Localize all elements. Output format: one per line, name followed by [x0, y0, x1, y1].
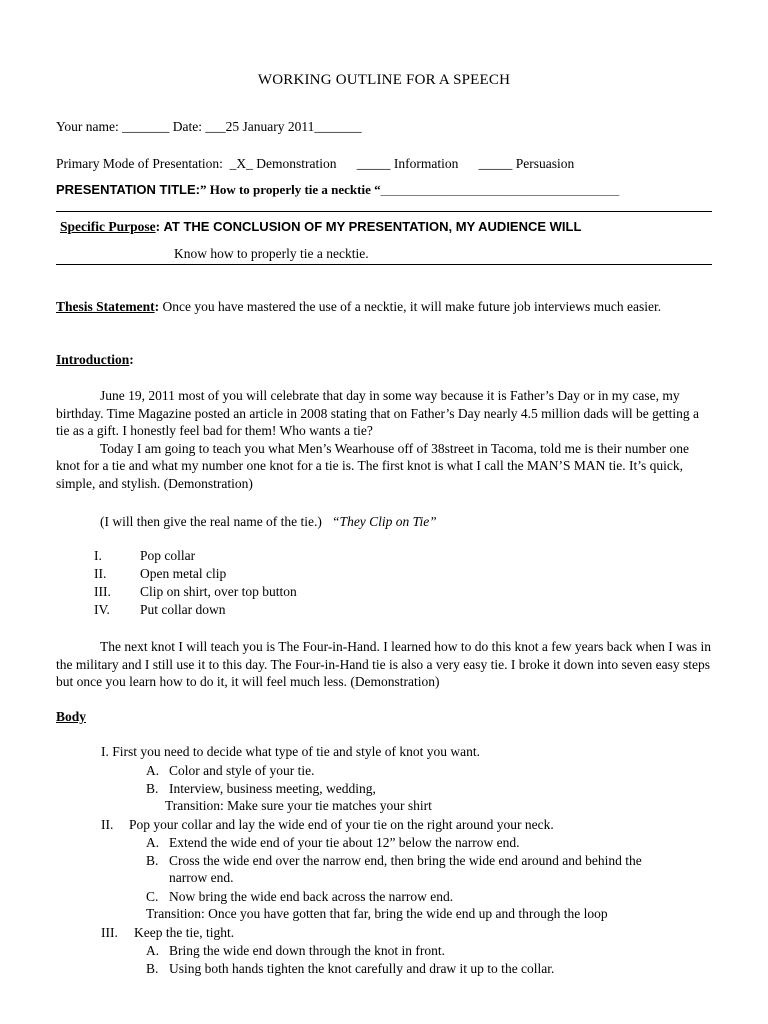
specific-purpose-line — [60, 219, 581, 235]
specific-purpose-label: Specific Purpose — [60, 219, 156, 234]
introduction-heading-text: Introduction — [56, 352, 130, 367]
outline-text: Extend the wide end of your tie about 12” below the narrow end. — [169, 835, 520, 850]
clip-on-step — [94, 565, 594, 583]
date-label: Date: — [172, 119, 203, 134]
body-point-2b-continuation: narrow end. — [169, 870, 234, 885]
body-point-2b — [146, 852, 706, 870]
tie-name-lead: (I will then give the real name of the tie.) — [100, 514, 322, 529]
thesis-label: Thesis Statement — [56, 299, 155, 314]
specific-purpose-continuation: Know how to properly tie a necktie. — [174, 246, 369, 261]
thesis-text: Once you have mastered the use of a necktie, it will make future job interviews much easier. — [159, 299, 662, 314]
outline-text: Pop your collar and lay the wide end of your tie on the right around your neck. — [129, 817, 554, 832]
body-heading: Body — [56, 709, 87, 724]
step-number: II. — [94, 566, 107, 581]
body-point-2c — [146, 888, 706, 906]
name-label: Your name: — [56, 119, 119, 134]
mode-persuasion-mark: _____ — [478, 156, 513, 171]
specific-purpose-bottom-rule — [56, 264, 712, 265]
presentation-title-line — [56, 182, 619, 198]
outline-marker: B. — [146, 781, 159, 796]
outline-marker: A. — [146, 835, 160, 850]
step-number: I. — [94, 548, 102, 563]
body-point-3a — [146, 942, 706, 960]
specific-purpose-colon: : — [155, 219, 161, 234]
tie-name-line — [100, 514, 437, 530]
introduction-heading — [56, 352, 134, 368]
step-text: Pop collar — [140, 548, 196, 563]
step-text: Open metal clip — [140, 566, 227, 581]
body-point-2a — [146, 834, 706, 852]
presentation-title-value: ” How to properly tie a necktie “ — [199, 182, 381, 197]
introduction-paragraph-1: June 19, 2011 most of you will celebrate that day in some way because it is Father’s Day or in my case, my birthday. Time Magazine posted an article in 2008 stating that on Father’s Day nearly 4.5 million dads will be getting a tie as a gift. I honestly feel bad for them! Who wants a tie? — [56, 388, 700, 439]
outline-marker: A. — [146, 943, 160, 958]
outline-marker: A. — [146, 763, 160, 778]
tie-name-italic: “They Clip on Tie” — [332, 514, 437, 529]
body-point-1a — [146, 762, 706, 780]
name-blank: _______ — [122, 119, 170, 134]
specific-purpose-text: AT THE CONCLUSION OF MY PRESENTATION, MY AUDIENCE WILL — [163, 219, 582, 234]
mode-persuasion: Persuasion — [515, 156, 575, 171]
presentation-title-label: PRESENTATION TITLE: — [56, 182, 200, 197]
clip-on-step — [94, 601, 594, 619]
mode-demonstration-mark: _X_ — [229, 156, 253, 171]
thesis-statement — [56, 298, 712, 316]
outline-marker: C. — [146, 889, 159, 904]
outline-text: Color and style of your tie. — [169, 763, 315, 778]
body-transition-2: Transition: Once you have gotten that far, bring the wide end up and through the loop — [146, 906, 608, 921]
body-point-3b — [146, 960, 706, 978]
outline-text: Now bring the wide end back across the narrow end. — [169, 889, 454, 904]
outline-marker: B. — [146, 853, 159, 868]
introduction-paragraphs — [56, 387, 712, 493]
thesis-colon: : — [154, 299, 160, 314]
document-title: WORKING OUTLINE FOR A SPEECH — [257, 72, 511, 88]
date-value: ___25 January 2011_______ — [205, 119, 362, 134]
body-point-3 — [101, 924, 721, 942]
mode-information: Information — [393, 156, 459, 171]
step-text: Put collar down — [140, 602, 226, 617]
mode-information-mark: _____ — [356, 156, 391, 171]
outline-text: Bring the wide end down through the knot in front. — [169, 943, 445, 958]
outline-marker: II. — [101, 817, 114, 832]
outline-text: Interview, business meeting, wedding, — [169, 781, 376, 796]
introduction-heading-colon: : — [129, 352, 134, 367]
outline-text: Keep the tie, tight. — [134, 925, 235, 940]
body-transition-1: Transition: Make sure your tie matches your shirt — [165, 798, 432, 813]
clip-on-step — [94, 547, 594, 565]
body-point-1b — [146, 780, 706, 798]
step-number: IV. — [94, 602, 110, 617]
step-text: Clip on shirt, over top button — [140, 584, 297, 599]
mode-demonstration: Demonstration — [256, 156, 337, 171]
outline-marker: B. — [146, 961, 159, 976]
body-point-1: I. First you need to decide what type of tie and style of knot you want. — [101, 744, 481, 759]
outline-text: Using both hands tighten the knot carefully and draw it up to the collar. — [169, 961, 555, 976]
step-number: III. — [94, 584, 111, 599]
introduction-paragraph-2: Today I am going to teach you what Men’s Wearhouse off of 38street in Tacoma, told me is their number one knot for a tie and what my number one knot for a tie is. The first knot is what I call the MAN’S MAN tie. It’s quick, simple, and stylish. (Demonstration) — [56, 440, 690, 491]
clip-on-step — [94, 583, 594, 601]
mode-label: Primary Mode of Presentation: — [56, 156, 223, 171]
introduction-paragraph-4: The next knot I will teach you is The Four-in-Hand. I learned how to do this knot a few years back when I was in the military and I still use it to this day. The Four-in-Hand tie is also a very easy tie. I broke it down into seven easy steps but once you learn how to do it, it will feel much less. (Demonstration) — [56, 639, 711, 690]
outline-text: Cross the wide end over the narrow end, then bring the wide end around and behind the — [169, 853, 642, 868]
body-point-2 — [101, 816, 721, 834]
specific-purpose-top-rule — [56, 211, 712, 212]
outline-marker: III. — [101, 925, 118, 940]
presentation-mode-line — [56, 156, 574, 172]
name-date-line — [56, 119, 362, 135]
presentation-title-trail: _________________________________ — [380, 182, 620, 197]
introduction-paragraph-4-wrap — [56, 638, 712, 691]
